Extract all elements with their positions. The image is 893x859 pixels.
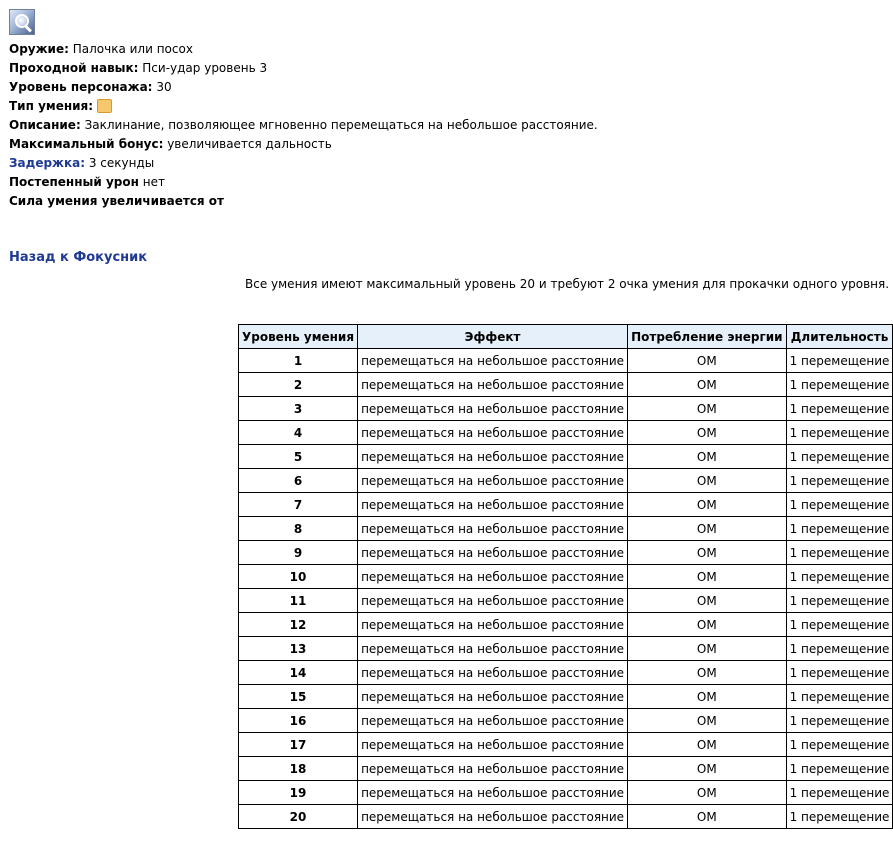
level-cell: 18 [239,757,358,781]
effect-cell: перемещаться на небольшое расстояние [358,637,628,661]
effect-cell: перемещаться на небольшое расстояние [358,733,628,757]
duration-cell: 1 перемещение [786,781,893,805]
duration-cell: 1 перемещение [786,469,893,493]
energy-cell: ОМ [628,613,787,637]
dot-line [9,173,598,192]
header-duration: Длительность [786,325,893,349]
level-cell: 14 [239,661,358,685]
back-link[interactable]: Назад к Фокусник [9,250,148,265]
effect-cell: перемещаться на небольшое расстояние [358,805,628,829]
table-header-row [239,325,893,349]
effect-cell: перемещаться на небольшое расстояние [358,781,628,805]
magnifier-handle [25,25,32,32]
weapon-line [9,40,598,59]
level-cell: 7 [239,493,358,517]
energy-cell: ОМ [628,469,787,493]
level-cell: 17 [239,733,358,757]
table-row [239,733,893,757]
table-row [239,421,893,445]
duration-cell: 1 перемещение [786,541,893,565]
duration-cell: 1 перемещение [786,373,893,397]
level-cell: 3 [239,397,358,421]
skill-type-label: Тип умения: [9,99,94,113]
duration-cell: 1 перемещение [786,709,893,733]
table-row [239,565,893,589]
energy-cell: ОМ [628,589,787,613]
duration-cell: 1 перемещение [786,349,893,373]
duration-cell: 1 перемещение [786,445,893,469]
effect-cell: перемещаться на небольшое расстояние [358,709,628,733]
table-row [239,517,893,541]
duration-cell: 1 перемещение [786,637,893,661]
delay-link[interactable]: Задержка: [9,156,86,170]
duration-cell: 1 перемещение [786,805,893,829]
table-row [239,397,893,421]
duration-cell: 1 перемещение [786,757,893,781]
energy-cell: ОМ [628,565,787,589]
level-cell: 15 [239,685,358,709]
duration-cell: 1 перемещение [786,589,893,613]
energy-cell: ОМ [628,661,787,685]
energy-cell: ОМ [628,493,787,517]
effect-cell: перемещаться на небольшое расстояние [358,493,628,517]
header-energy: Потребление энергии [628,325,787,349]
char-level-line [9,78,598,97]
char-level-label: Уровень персонажа: [9,80,153,94]
duration-cell: 1 перемещение [786,613,893,637]
weapon-label: Оружие: [9,42,69,56]
level-cell: 12 [239,613,358,637]
passage-value: Пси-удар уровень 3 [142,61,268,75]
table-row [239,781,893,805]
skill-levels-table [238,324,893,829]
level-cell: 10 [239,565,358,589]
char-level-value: 30 [156,80,172,94]
table-body [239,349,893,829]
delay-line [9,154,598,173]
magnifier-skill-icon [9,9,35,35]
duration-cell: 1 перемещение [786,397,893,421]
delay-value: 3 секунды [88,156,155,170]
skill-level-note: Все умения имеют максимальный уровень 20 и требуют 2 очка умения для прокачки одного уровня. [245,277,890,291]
table-row [239,637,893,661]
level-cell: 16 [239,709,358,733]
energy-cell: ОМ [628,805,787,829]
effect-cell: перемещаться на небольшое расстояние [358,397,628,421]
description-label: Описание: [9,118,81,132]
level-cell: 19 [239,781,358,805]
effect-cell: перемещаться на небольшое расстояние [358,661,628,685]
table-row [239,445,893,469]
max-bonus-value: увеличивается дальность [167,137,332,151]
effect-cell: перемещаться на небольшое расстояние [358,349,628,373]
effect-cell: перемещаться на небольшое расстояние [358,421,628,445]
passage-line [9,59,598,78]
max-bonus-label: Максимальный бонус: [9,137,164,151]
table-row [239,661,893,685]
energy-cell: ОМ [628,685,787,709]
effect-cell: перемещаться на небольшое расстояние [358,613,628,637]
effect-cell: перемещаться на небольшое расстояние [358,517,628,541]
power-label: Сила умения увеличивается от [9,194,225,208]
effect-cell: перемещаться на небольшое расстояние [358,757,628,781]
effect-cell: перемещаться на небольшое расстояние [358,541,628,565]
level-cell: 4 [239,421,358,445]
header-level: Уровень умения [239,325,358,349]
level-cell: 1 [239,349,358,373]
energy-cell: ОМ [628,733,787,757]
description-line [9,116,598,135]
energy-cell: ОМ [628,541,787,565]
duration-cell: 1 перемещение [786,517,893,541]
level-cell: 11 [239,589,358,613]
energy-cell: ОМ [628,349,787,373]
duration-cell: 1 перемещение [786,661,893,685]
table-row [239,709,893,733]
energy-cell: ОМ [628,781,787,805]
energy-cell: ОМ [628,421,787,445]
energy-cell: ОМ [628,757,787,781]
effect-cell: перемещаться на небольшое расстояние [358,373,628,397]
description-value: Заклинание, позволяющее мгновенно перемещаться на небольшое расстояние. [84,118,598,132]
table-row [239,349,893,373]
header-effect: Эффект [358,325,628,349]
level-cell: 2 [239,373,358,397]
table-row [239,373,893,397]
effect-cell: перемещаться на небольшое расстояние [358,685,628,709]
table-row [239,493,893,517]
skill-type-icon [97,99,112,113]
energy-cell: ОМ [628,709,787,733]
table-row [239,541,893,565]
max-bonus-line [9,135,598,154]
energy-cell: ОМ [628,397,787,421]
duration-cell: 1 перемещение [786,685,893,709]
energy-cell: ОМ [628,517,787,541]
table-row [239,805,893,829]
table-row [239,469,893,493]
table-row [239,757,893,781]
table-row [239,685,893,709]
weapon-value: Палочка или посох [72,42,193,56]
power-line [9,192,598,211]
duration-cell: 1 перемещение [786,565,893,589]
effect-cell: перемещаться на небольшое расстояние [358,469,628,493]
level-cell: 5 [239,445,358,469]
level-cell: 8 [239,517,358,541]
skill-info [9,40,598,211]
energy-cell: ОМ [628,445,787,469]
dot-value: нет [142,175,165,189]
level-cell: 6 [239,469,358,493]
duration-cell: 1 перемещение [786,421,893,445]
energy-cell: ОМ [628,373,787,397]
energy-cell: ОМ [628,637,787,661]
effect-cell: перемещаться на небольшое расстояние [358,565,628,589]
level-cell: 20 [239,805,358,829]
effect-cell: перемещаться на небольшое расстояние [358,445,628,469]
level-cell: 9 [239,541,358,565]
passage-label: Проходной навык: [9,61,139,75]
duration-cell: 1 перемещение [786,733,893,757]
skill-type-line [9,97,598,116]
level-cell: 13 [239,637,358,661]
table-row [239,613,893,637]
duration-cell: 1 перемещение [786,493,893,517]
dot-label: Постепенный урон [9,175,139,189]
table-row [239,589,893,613]
effect-cell: перемещаться на небольшое расстояние [358,589,628,613]
